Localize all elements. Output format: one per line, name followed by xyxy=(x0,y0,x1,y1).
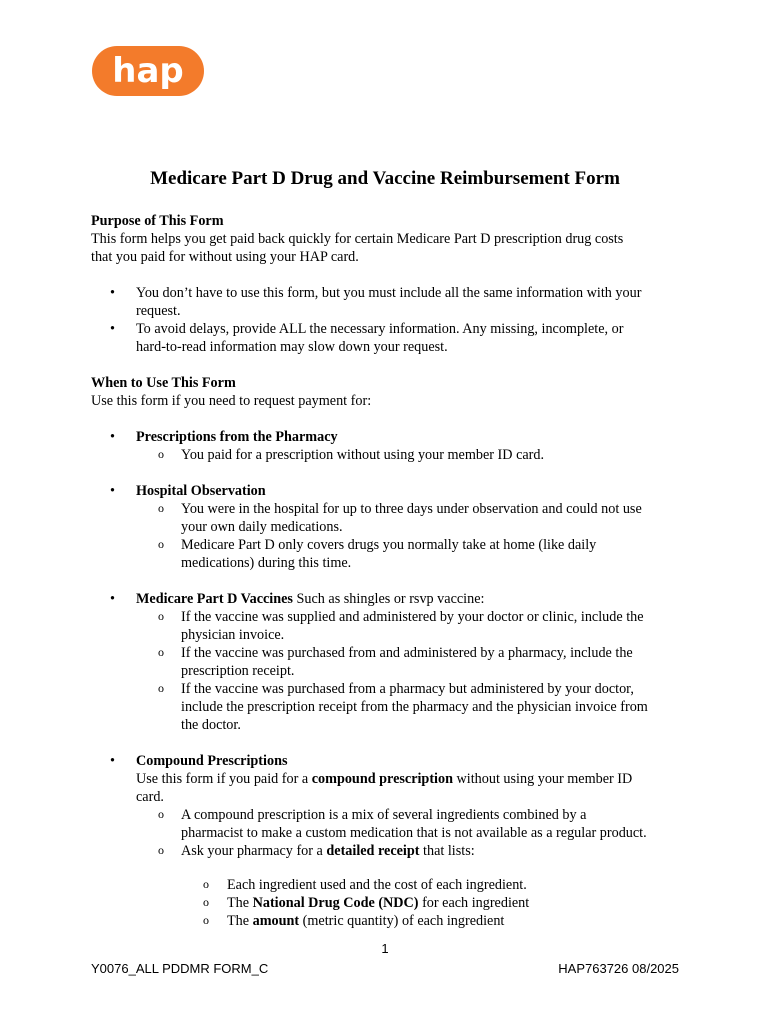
purpose-line-2: that you paid for without using your HAP card. xyxy=(91,249,359,265)
list-item-hospital: • Hospital Observation xyxy=(91,482,691,500)
page-number: 1 xyxy=(381,941,389,956)
list-item: • You don’t have to use this form, but you must include all the same information with your request. xyxy=(91,284,691,320)
list-item: o A compound prescription is a mix of several ingredients combined by a pharmacist to make a custom medication that is not available as a regular product. xyxy=(91,806,691,842)
list-item: o Ask your pharmacy for a detailed receipt that lists: xyxy=(91,842,691,860)
page-title: Medicare Part D Drug and Vaccine Reimbursement Form xyxy=(150,168,620,189)
list-item: • To avoid delays, provide ALL the necessary information. Any missing, incomplete, or hard-to-read information may slow down your request. xyxy=(91,320,691,356)
footer-form-code: Y0076_ALL PDDMR FORM_C xyxy=(91,961,269,976)
purpose-heading: Purpose of This Form xyxy=(91,213,224,229)
list-item-vaccines: • Medicare Part D Vaccines Such as shingles or rsvp vaccine: xyxy=(91,590,691,608)
list-item: o If the vaccine was supplied and administered by your doctor or clinic, include the physician invoice. xyxy=(91,608,691,644)
list-item: o The amount (metric quantity) of each ingredient xyxy=(91,912,691,930)
list-item: o You were in the hospital for up to three days under observation and could not use your own daily medications. xyxy=(91,500,691,536)
footer-doc-id: HAP763726 08/2025 xyxy=(558,961,679,976)
svg-text:hap: hap xyxy=(112,51,184,91)
compound-intro: Use this form if you paid for a compound prescription without using your member ID card. xyxy=(136,771,633,805)
list-item: o If the vaccine was purchased from and administered by a pharmacy, include the prescription receipt. xyxy=(91,644,691,680)
when-list xyxy=(91,428,691,930)
list-item: o The National Drug Code (NDC) for each ingredient xyxy=(91,894,691,912)
when-heading: When to Use This Form xyxy=(91,375,236,391)
form-body xyxy=(91,212,691,930)
hap-logo xyxy=(92,46,204,96)
purpose-line-1: This form helps you get paid back quickly for certain Medicare Part D prescription drug costs xyxy=(91,231,624,247)
when-intro: Use this form if you need to request payment for: xyxy=(91,393,372,409)
list-item: o Each ingredient used and the cost of each ingredient. xyxy=(91,876,691,894)
list-item-pharmacy: • Prescriptions from the Pharmacy xyxy=(91,428,691,446)
list-item: o You paid for a prescription without using your member ID card. xyxy=(91,446,691,464)
list-item-compound: • Compound Prescriptions xyxy=(91,752,691,770)
purpose-bullets xyxy=(91,284,691,356)
list-item: o Medicare Part D only covers drugs you normally take at home (like daily medications) during this time. xyxy=(91,536,691,572)
list-item: o If the vaccine was purchased from a pharmacy but administered by your doctor, include the prescription receipt from the pharmacy and the physician invoice from the doctor. xyxy=(91,680,691,734)
